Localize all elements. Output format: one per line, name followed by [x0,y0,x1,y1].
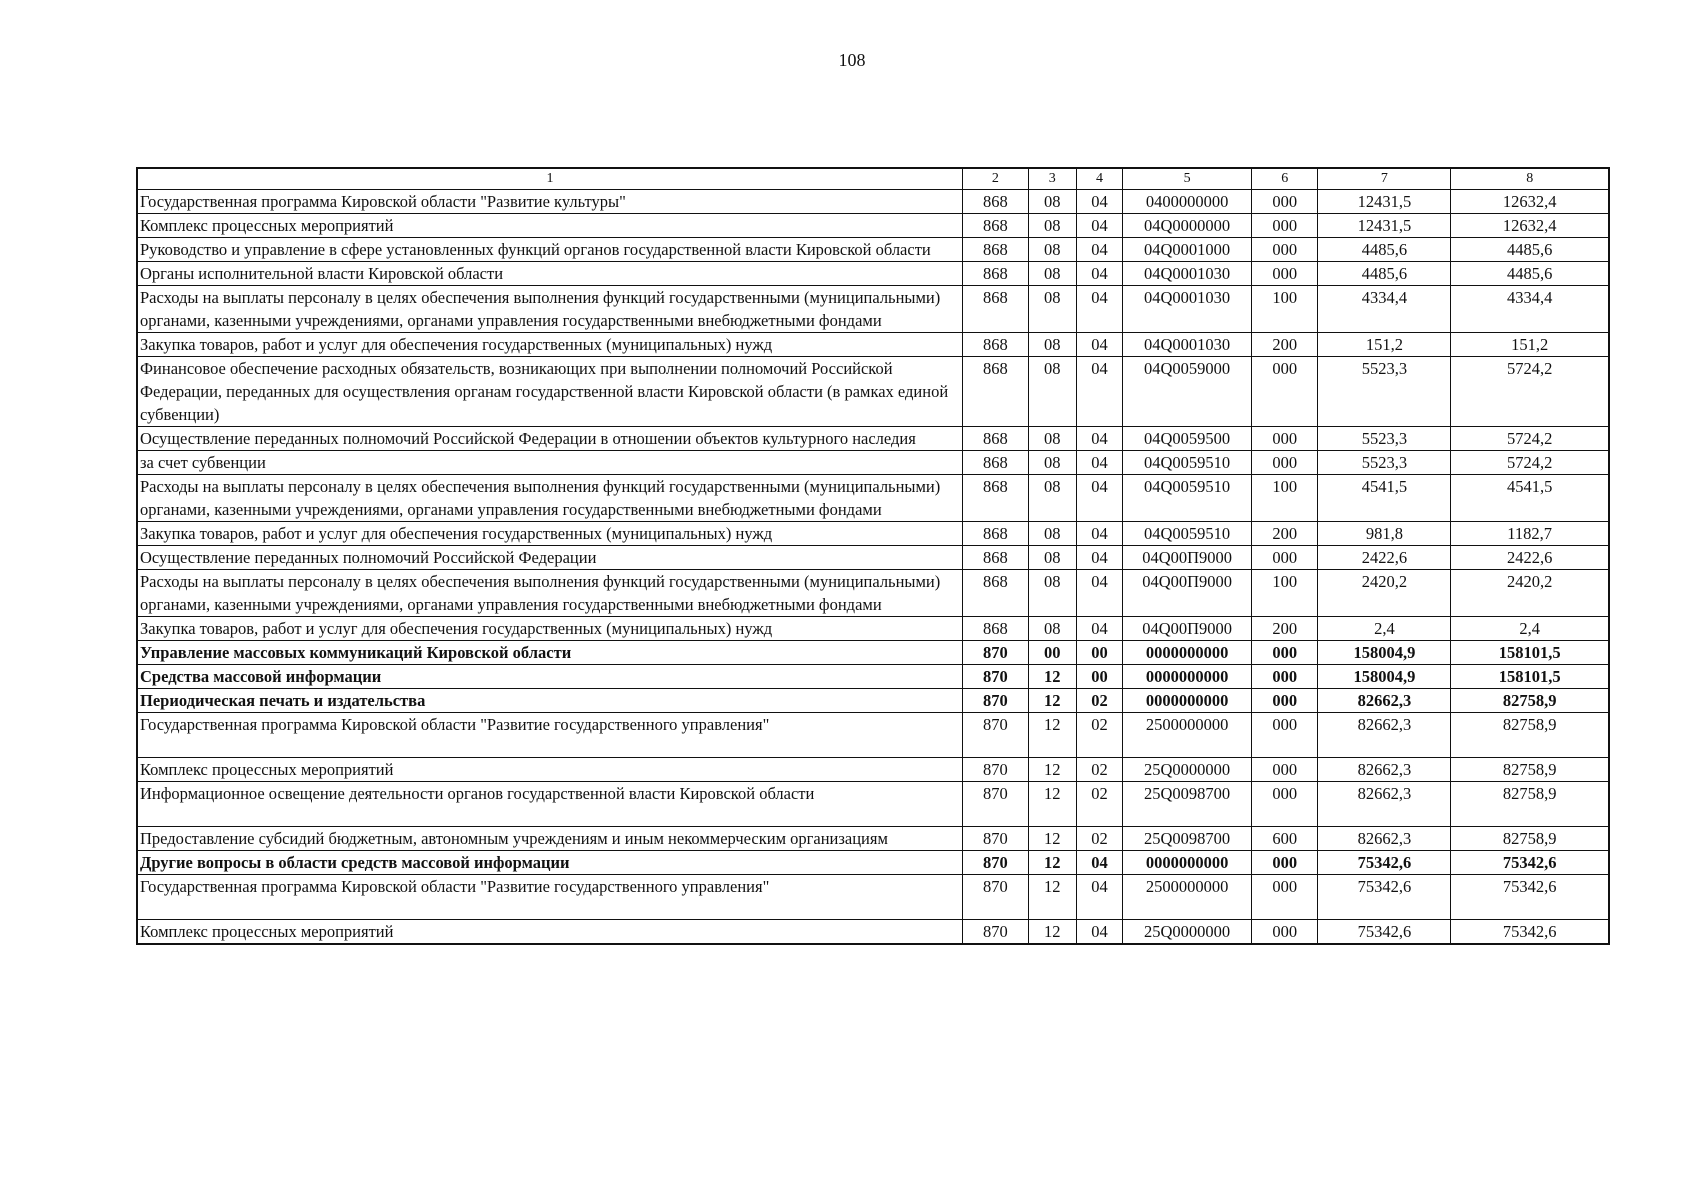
row-section-cell: 08 [1028,427,1076,451]
row-expense-type-cell: 000 [1252,713,1318,758]
row-amount-cell: 82662,3 [1318,782,1451,827]
row-amount-cell: 82662,3 [1318,827,1451,851]
table-row [137,641,1609,665]
row-code-cell: 868 [963,475,1028,522]
row-code-cell: 870 [963,827,1028,851]
row-expense-type-cell: 000 [1252,451,1318,475]
row-section-cell: 08 [1028,238,1076,262]
row-expense-type-cell: 000 [1252,920,1318,945]
row-expense-type-cell: 000 [1252,782,1318,827]
row-amount-cell: 2,4 [1451,617,1609,641]
row-target-cell: 04Q00П9000 [1123,617,1252,641]
row-subsection-cell: 04 [1076,570,1122,617]
row-name-cell: Расходы на выплаты персоналу в целях обеспечения выполнения функций государственными (муниципальными) органами, казенными учреждениями, органами управления государственными внебюджетными фондами [137,475,963,522]
row-target-cell: 04Q0001000 [1123,238,1252,262]
row-name-cell: Осуществление переданных полномочий Российской Федерации в отношении объектов культурного наследия [137,427,963,451]
table-row [137,689,1609,713]
row-target-cell: 0000000000 [1123,641,1252,665]
row-name-cell: Информационное освещение деятельности органов государственной власти Кировской области [137,782,963,827]
row-amount-cell: 2,4 [1318,617,1451,641]
row-expense-type-cell: 000 [1252,689,1318,713]
row-subsection-cell: 02 [1076,782,1122,827]
row-target-cell: 04Q0000000 [1123,214,1252,238]
row-amount-cell: 4485,6 [1451,238,1609,262]
row-name-cell: Осуществление переданных полномочий Российской Федерации [137,546,963,570]
table-row [137,238,1609,262]
table-row [137,758,1609,782]
row-expense-type-cell: 200 [1252,617,1318,641]
row-section-cell: 08 [1028,570,1076,617]
row-name-cell: Другие вопросы в области средств массовой информации [137,851,963,875]
row-code-cell: 870 [963,713,1028,758]
row-expense-type-cell: 000 [1252,190,1318,214]
row-code-cell: 870 [963,920,1028,945]
row-section-cell: 00 [1028,641,1076,665]
row-subsection-cell: 04 [1076,238,1122,262]
row-target-cell: 0400000000 [1123,190,1252,214]
row-expense-type-cell: 000 [1252,665,1318,689]
row-amount-cell: 75342,6 [1318,851,1451,875]
row-amount-cell: 4485,6 [1318,262,1451,286]
row-section-cell: 12 [1028,782,1076,827]
row-name-cell: Средства массовой информации [137,665,963,689]
row-amount-cell: 4485,6 [1451,262,1609,286]
row-code-cell: 868 [963,617,1028,641]
table-row [137,665,1609,689]
row-expense-type-cell: 200 [1252,522,1318,546]
row-code-cell: 870 [963,875,1028,920]
row-target-cell: 04Q0001030 [1123,286,1252,333]
table-row [137,920,1609,945]
row-expense-type-cell: 000 [1252,851,1318,875]
header-cell: 4 [1076,168,1122,190]
row-amount-cell: 82662,3 [1318,758,1451,782]
row-code-cell: 868 [963,427,1028,451]
row-subsection-cell: 00 [1076,641,1122,665]
table-row [137,827,1609,851]
row-amount-cell: 82758,9 [1451,782,1609,827]
row-name-cell: Органы исполнительной власти Кировской области [137,262,963,286]
row-section-cell: 08 [1028,451,1076,475]
row-name-cell: Закупка товаров, работ и услуг для обеспечения государственных (муниципальных) нужд [137,333,963,357]
row-name-cell: Предоставление субсидий бюджетным, автономным учреждениям и иным некоммерческим организациям [137,827,963,851]
row-code-cell: 868 [963,522,1028,546]
row-amount-cell: 12632,4 [1451,214,1609,238]
row-name-cell: Государственная программа Кировской области "Развитие государственного управления" [137,875,963,920]
row-name-cell: Закупка товаров, работ и услуг для обеспечения государственных (муниципальных) нужд [137,522,963,546]
row-subsection-cell: 04 [1076,357,1122,427]
row-section-cell: 08 [1028,475,1076,522]
row-amount-cell: 82758,9 [1451,689,1609,713]
row-target-cell: 04Q00П9000 [1123,570,1252,617]
row-expense-type-cell: 000 [1252,641,1318,665]
row-amount-cell: 4541,5 [1451,475,1609,522]
table-row [137,617,1609,641]
row-section-cell: 12 [1028,665,1076,689]
row-amount-cell: 4334,4 [1318,286,1451,333]
row-section-cell: 12 [1028,920,1076,945]
row-amount-cell: 981,8 [1318,522,1451,546]
row-name-cell: Расходы на выплаты персоналу в целях обеспечения выполнения функций государственными (муниципальными) органами, казенными учреждениями, органами управления государственными внебюджетными фондами [137,570,963,617]
row-name-cell: Руководство и управление в сфере установленных функций органов государственной власти Кировской области [137,238,963,262]
table-header-row [137,168,1609,190]
table-row [137,333,1609,357]
row-section-cell: 12 [1028,851,1076,875]
table-row [137,875,1609,920]
table-row [137,451,1609,475]
row-amount-cell: 75342,6 [1451,875,1609,920]
row-amount-cell: 5523,3 [1318,451,1451,475]
row-expense-type-cell: 000 [1252,357,1318,427]
table-row [137,286,1609,333]
row-target-cell: 25Q0000000 [1123,758,1252,782]
row-subsection-cell: 04 [1076,262,1122,286]
row-amount-cell: 82662,3 [1318,689,1451,713]
row-code-cell: 870 [963,851,1028,875]
row-subsection-cell: 04 [1076,427,1122,451]
row-target-cell: 04Q0059000 [1123,357,1252,427]
row-name-cell: Комплекс процессных мероприятий [137,214,963,238]
table-row [137,475,1609,522]
row-amount-cell: 5724,2 [1451,427,1609,451]
row-subsection-cell: 02 [1076,689,1122,713]
row-target-cell: 04Q00П9000 [1123,546,1252,570]
row-code-cell: 868 [963,451,1028,475]
row-amount-cell: 151,2 [1318,333,1451,357]
row-subsection-cell: 04 [1076,190,1122,214]
row-amount-cell: 4541,5 [1318,475,1451,522]
table-row [137,782,1609,827]
row-section-cell: 08 [1028,617,1076,641]
row-subsection-cell: 04 [1076,522,1122,546]
table-row [137,713,1609,758]
row-name-cell: Государственная программа Кировской области "Развитие государственного управления" [137,713,963,758]
row-amount-cell: 82662,3 [1318,713,1451,758]
row-code-cell: 868 [963,190,1028,214]
row-code-cell: 870 [963,665,1028,689]
row-subsection-cell: 00 [1076,665,1122,689]
row-code-cell: 868 [963,262,1028,286]
row-name-cell: Управление массовых коммуникаций Кировской области [137,641,963,665]
row-subsection-cell: 04 [1076,286,1122,333]
table-row [137,262,1609,286]
row-amount-cell: 4334,4 [1451,286,1609,333]
row-code-cell: 868 [963,333,1028,357]
row-amount-cell: 75342,6 [1318,875,1451,920]
row-amount-cell: 75342,6 [1451,851,1609,875]
row-amount-cell: 5724,2 [1451,451,1609,475]
table-row [137,570,1609,617]
row-code-cell: 868 [963,357,1028,427]
row-amount-cell: 5523,3 [1318,427,1451,451]
row-amount-cell: 1182,7 [1451,522,1609,546]
row-amount-cell: 5724,2 [1451,357,1609,427]
row-target-cell: 0000000000 [1123,689,1252,713]
header-cell: 3 [1028,168,1076,190]
row-name-cell: Государственная программа Кировской области "Развитие культуры" [137,190,963,214]
row-amount-cell: 2420,2 [1318,570,1451,617]
row-target-cell: 04Q0001030 [1123,262,1252,286]
row-target-cell: 25Q0000000 [1123,920,1252,945]
row-target-cell: 0000000000 [1123,851,1252,875]
row-name-cell: Комплекс процессных мероприятий [137,758,963,782]
header-cell: 1 [137,168,963,190]
row-expense-type-cell: 200 [1252,333,1318,357]
row-section-cell: 08 [1028,522,1076,546]
row-code-cell: 868 [963,238,1028,262]
row-amount-cell: 82758,9 [1451,827,1609,851]
row-code-cell: 868 [963,214,1028,238]
row-amount-cell: 4485,6 [1318,238,1451,262]
row-code-cell: 868 [963,546,1028,570]
row-subsection-cell: 02 [1076,713,1122,758]
row-code-cell: 868 [963,286,1028,333]
row-expense-type-cell: 000 [1252,427,1318,451]
row-subsection-cell: 04 [1076,851,1122,875]
row-amount-cell: 75342,6 [1318,920,1451,945]
row-section-cell: 08 [1028,190,1076,214]
row-expense-type-cell: 600 [1252,827,1318,851]
row-section-cell: 08 [1028,286,1076,333]
row-amount-cell: 75342,6 [1451,920,1609,945]
row-amount-cell: 12431,5 [1318,190,1451,214]
row-name-cell: Комплекс процессных мероприятий [137,920,963,945]
row-subsection-cell: 04 [1076,475,1122,522]
row-target-cell: 04Q0059510 [1123,451,1252,475]
table-row [137,427,1609,451]
page-number: 108 [838,50,866,70]
row-amount-cell: 158101,5 [1451,641,1609,665]
row-amount-cell: 2420,2 [1451,570,1609,617]
row-amount-cell: 158004,9 [1318,665,1451,689]
row-expense-type-cell: 000 [1252,875,1318,920]
row-name-cell: Финансовое обеспечение расходных обязательств, возникающих при выполнении полномочий Российской Федерации, переданных для осуществления органам государственной власти Кировской области (в рамках единой субвенции) [137,357,963,427]
row-expense-type-cell: 000 [1252,238,1318,262]
row-subsection-cell: 04 [1076,920,1122,945]
row-expense-type-cell: 000 [1252,546,1318,570]
header-cell: 7 [1318,168,1451,190]
row-target-cell: 0000000000 [1123,665,1252,689]
row-name-cell: за счет субвенции [137,451,963,475]
row-section-cell: 08 [1028,214,1076,238]
row-expense-type-cell: 000 [1252,214,1318,238]
table-row [137,357,1609,427]
row-expense-type-cell: 000 [1252,758,1318,782]
row-target-cell: 04Q0059510 [1123,475,1252,522]
table-row [137,851,1609,875]
row-section-cell: 12 [1028,713,1076,758]
row-subsection-cell: 02 [1076,827,1122,851]
row-section-cell: 08 [1028,333,1076,357]
row-section-cell: 12 [1028,827,1076,851]
row-amount-cell: 151,2 [1451,333,1609,357]
row-section-cell: 08 [1028,546,1076,570]
row-amount-cell: 2422,6 [1318,546,1451,570]
row-code-cell: 870 [963,758,1028,782]
row-amount-cell: 82758,9 [1451,758,1609,782]
row-code-cell: 870 [963,641,1028,665]
row-subsection-cell: 04 [1076,546,1122,570]
row-section-cell: 08 [1028,262,1076,286]
row-code-cell: 868 [963,570,1028,617]
header-cell: 2 [963,168,1028,190]
table-row [137,190,1609,214]
row-section-cell: 12 [1028,689,1076,713]
row-target-cell: 04Q0059510 [1123,522,1252,546]
table-row [137,522,1609,546]
budget-table [136,167,1610,945]
table-row [137,546,1609,570]
row-expense-type-cell: 100 [1252,475,1318,522]
row-code-cell: 870 [963,689,1028,713]
row-subsection-cell: 04 [1076,214,1122,238]
row-expense-type-cell: 100 [1252,286,1318,333]
row-expense-type-cell: 000 [1252,262,1318,286]
row-subsection-cell: 04 [1076,875,1122,920]
row-amount-cell: 12632,4 [1451,190,1609,214]
row-amount-cell: 2422,6 [1451,546,1609,570]
row-amount-cell: 12431,5 [1318,214,1451,238]
row-amount-cell: 158004,9 [1318,641,1451,665]
row-subsection-cell: 02 [1076,758,1122,782]
row-expense-type-cell: 100 [1252,570,1318,617]
row-subsection-cell: 04 [1076,451,1122,475]
row-subsection-cell: 04 [1076,617,1122,641]
row-subsection-cell: 04 [1076,333,1122,357]
row-amount-cell: 82758,9 [1451,713,1609,758]
row-amount-cell: 158101,5 [1451,665,1609,689]
row-target-cell: 25Q0098700 [1123,827,1252,851]
header-cell: 5 [1123,168,1252,190]
row-amount-cell: 5523,3 [1318,357,1451,427]
row-name-cell: Закупка товаров, работ и услуг для обеспечения государственных (муниципальных) нужд [137,617,963,641]
row-target-cell: 2500000000 [1123,713,1252,758]
row-name-cell: Расходы на выплаты персоналу в целях обеспечения выполнения функций государственными (муниципальными) органами, казенными учреждениями, органами управления государственными внебюджетными фондами [137,286,963,333]
row-code-cell: 870 [963,782,1028,827]
row-target-cell: 2500000000 [1123,875,1252,920]
row-name-cell: Периодическая печать и издательства [137,689,963,713]
row-target-cell: 04Q0001030 [1123,333,1252,357]
header-cell: 6 [1252,168,1318,190]
row-section-cell: 12 [1028,875,1076,920]
row-target-cell: 04Q0059500 [1123,427,1252,451]
table-row [137,214,1609,238]
row-section-cell: 12 [1028,758,1076,782]
header-cell: 8 [1451,168,1609,190]
row-target-cell: 25Q0098700 [1123,782,1252,827]
row-section-cell: 08 [1028,357,1076,427]
